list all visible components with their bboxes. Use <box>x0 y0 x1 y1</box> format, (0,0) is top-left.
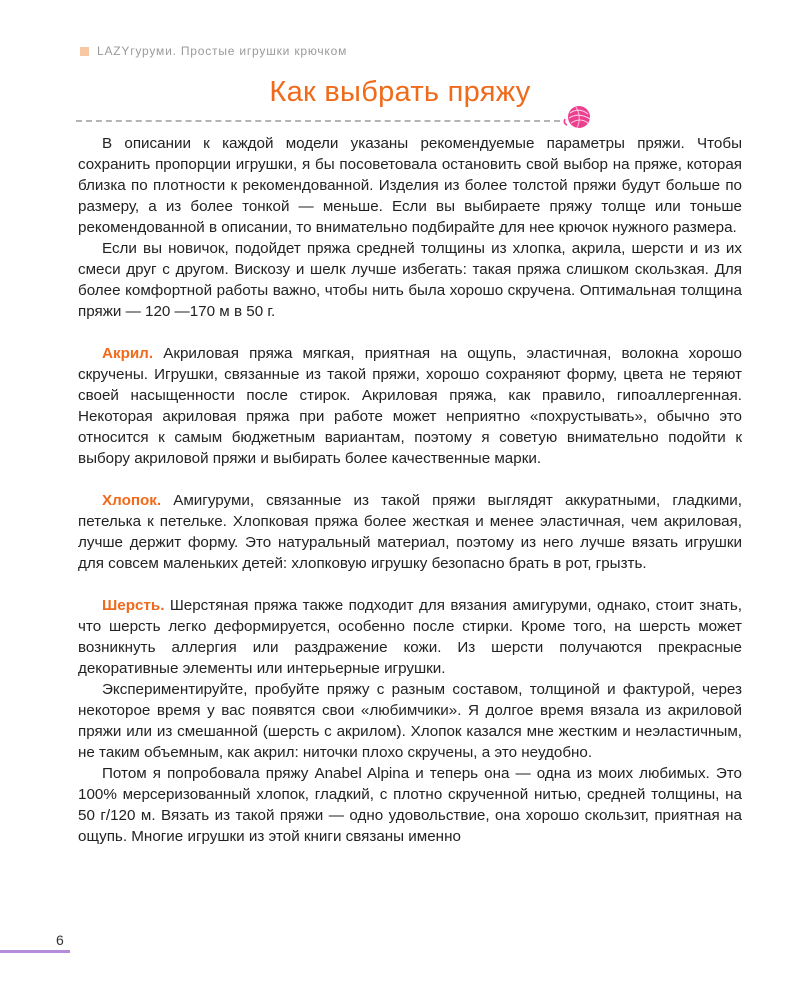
page-number: 6 <box>56 932 64 948</box>
paragraph-wool <box>78 595 742 679</box>
running-header <box>80 44 347 58</box>
paragraph-intro: В описании к каждой модели указаны рекомендуемые параметры пряжи. Чтобы сохранить пропорции игрушки, я бы посоветовала остановить свой выбор на пряже, которая близка по плотности к рекомендованной. Изделия из более толстой пряжи будут больше по размеру, а из более тонкой — меньше. Если вы выбираете пряжу толще или тоньше рекомендованной в описании, то внимательно подбирайте для нее крючок нужного размера. <box>78 135 742 236</box>
paragraph-experiment: Экспериментируйте, пробуйте пряжу с разным составом, толщиной и фактурой, через некоторое время у вас появятся свои «любимчики». Я долгое время вязала из акриловой пряжи или из смешанной (шерсть с акрилом). Хлопок казался мне жестким и неэластичным, не таким объемным, как акрил: ниточки плохо скручены, а это неудобно. <box>78 681 742 761</box>
paragraph-acrylic <box>78 343 742 469</box>
article-body <box>78 133 742 847</box>
yarn-ball-icon <box>562 103 594 131</box>
paragraph-cotton <box>78 490 742 574</box>
paragraph-anabel: Потом я попробовала пряжу Anabel Alpina и теперь она — одна из моих любимых. Это 100% мерсеризованный хлопок, гладкий, с плотно скрученной нитью, средней толщины, на 50 г/120 м. Вязать из такой пряжи — одно удовольствие, она хорошо скользит, приятная на ощупь. Многие игрушки из этой книги связаны именно <box>78 765 742 845</box>
title-divider <box>76 120 560 122</box>
page-title: Как выбрать пряжу <box>269 76 531 108</box>
term-wool: Шерсть. <box>102 597 165 614</box>
cotton-text: Амигуруми, связанные из такой пряжи выглядят аккуратными, гладкими, петелька к петельке. Хлопковая пряжа более жесткая и менее эластичная, чем акриловая, лучше держит форму. Это натуральный материал, поэтому из него лучше вязать игрушки для совсем маленьких детей: хлопковую игрушку безопасно брать в рот, грызть. <box>78 492 742 572</box>
term-acrylic: Акрил. <box>102 345 154 362</box>
acrylic-text: Акриловая пряжа мягкая, приятная на ощупь, эластичная, волокна хорошо скручены. Игрушки, связанные из такой пряжи, хорошо сохраняют форму, цвета не теряют своей насыщенности после стирок. Акриловая пряжа, как правило, гипоаллергенная. Некоторая акриловая пряжа при работе может неприятно «похрустывать», обычно это относится к самым бюджетным вариантам, поэтому я советую внимательно подойти к выбору акриловой пряжи и выбирать более качественные марки. <box>78 345 742 467</box>
running-header-text: LAZYгуруми. Простые игрушки крючком <box>97 44 348 58</box>
header-square-icon <box>80 47 89 56</box>
wool-text: Шерстяная пряжа также подходит для вязания амигуруми, однако, стоит знать, что шерсть легко деформируется, особенно после стирки. Кроме того, на шерсть может возникнуть аллергия или раздражение кожи. Из шерсти получаются прекрасные декоративные элементы или интерьерные игрушки. <box>78 597 742 677</box>
term-cotton: Хлопок. <box>102 492 162 509</box>
paragraph-beginner: Если вы новичок, подойдет пряжа средней толщины из хлопка, акрила, шерсти и из их смеси друг с другом. Вискозу и шелк лучше избегать: такая пряжа слишком скользкая. Для более комфортной работы важно, чтобы нить была хорошо скручена. Оптимальная толщина пряжи — 120 —170 м в 50 г. <box>78 240 742 320</box>
page-number-underline <box>0 950 70 953</box>
